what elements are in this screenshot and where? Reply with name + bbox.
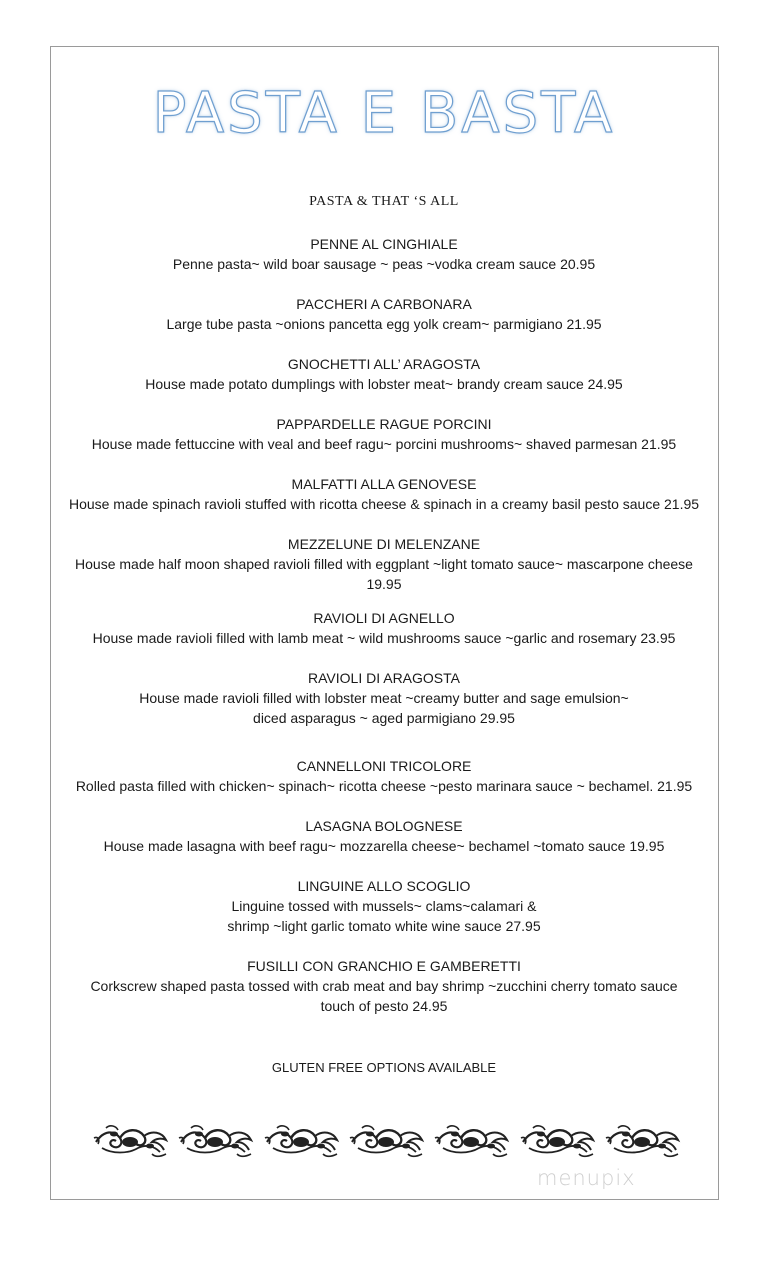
item-description: touch of pesto 24.95 [320,998,448,1014]
item-description: Rolled pasta filled with chicken~ spinach~ ricotta cheese ~pesto marinara sauce ~ bechamel. 21.95 [75,778,693,794]
item-name: MEZZELUNE DI MELENZANE [287,536,481,552]
item-name: CANNELLONI TRICOLORE [296,758,472,774]
menu-item [56,876,712,936]
flourish-ornament-icon [263,1120,341,1160]
ornament-row [92,1120,682,1160]
menu-item [56,816,712,856]
item-description: Corkscrew shaped pasta tossed with crab meat and bay shrimp ~zucchini cherry tomato sauce [90,978,678,994]
item-description: Large tube pasta ~onions pancetta egg yolk cream~ parmigiano 21.95 [166,316,602,332]
item-description: House made lasagna with beef ragu~ mozzarella cheese~ bechamel ~tomato sauce 19.95 [103,838,665,854]
item-description: House made half moon shaped ravioli filled with eggplant ~light tomato sauce~ mascarpone cheese [75,556,693,572]
menu-item [56,608,712,648]
menu-item [56,756,712,796]
item-description: House made potato dumplings with lobster meat~ brandy cream sauce 24.95 [145,376,623,392]
flourish-ornament-icon [348,1120,426,1160]
item-description: House made spinach ravioli stuffed with ricotta cheese & spinach in a creamy basil pesto sauce 21.95 [68,496,700,512]
menu-item [56,668,712,728]
menu-item [56,354,712,394]
item-name: PACCHERI A CARBONARA [296,296,472,312]
item-description: 19.95 [366,576,402,592]
flourish-ornament-icon [92,1120,170,1160]
menu-item [56,294,712,334]
menu-item [56,414,712,454]
flourish-ornament-icon [604,1120,682,1160]
item-description: Penne pasta~ wild boar sausage ~ peas ~vodka cream sauce 20.95 [172,256,596,272]
item-name: PAPPARDELLE RAGUE PORCINI [276,416,492,432]
item-description: Linguine tossed with mussels~ clams~calamari & [231,898,537,914]
menu-item [56,956,712,1016]
item-name: RAVIOLI DI ARAGOSTA [308,670,460,686]
item-description: House made ravioli filled with lamb meat ~ wild mushrooms sauce ~garlic and rosemary 23.95 [92,630,676,646]
gluten-free-note: GLUTEN FREE OPTIONS AVAILABLE [271,1060,497,1075]
item-name: GNOCHETTI ALL’ ARAGOSTA [287,356,481,372]
flourish-ornament-icon [433,1120,511,1160]
item-description: diced asparagus ~ aged parmigiano 29.95 [253,710,515,726]
menu-item [56,474,712,514]
item-name: LINGUINE ALLO SCOGLIO [297,878,471,894]
item-description: shrimp ~light garlic tomato white wine sauce 27.95 [227,918,541,934]
flourish-ornament-icon [177,1120,255,1160]
item-name: MALFATTI ALLA GENOVESE [291,476,477,492]
item-description: House made ravioli filled with lobster meat ~creamy butter and sage emulsion~ [139,690,629,706]
item-description: House made fettuccine with veal and beef ragu~ porcini mushrooms~ shaved parmesan 21.95 [91,436,677,452]
flourish-ornament-icon [519,1120,597,1160]
menu-subtitle: PASTA & THAT ‘S ALL [309,194,459,209]
item-name: FUSILLI CON GRANCHIO E GAMBERETTI [247,958,521,974]
menu-item [56,534,712,594]
watermark-logo: menupix [537,1166,636,1190]
item-name: RAVIOLI DI AGNELLO [313,610,455,626]
item-name: PENNE AL CINGHIALE [310,236,458,252]
menu-title: PASTA E BASTA [152,81,616,146]
menu-item [56,234,712,274]
item-name: LASAGNA BOLOGNESE [305,818,463,834]
